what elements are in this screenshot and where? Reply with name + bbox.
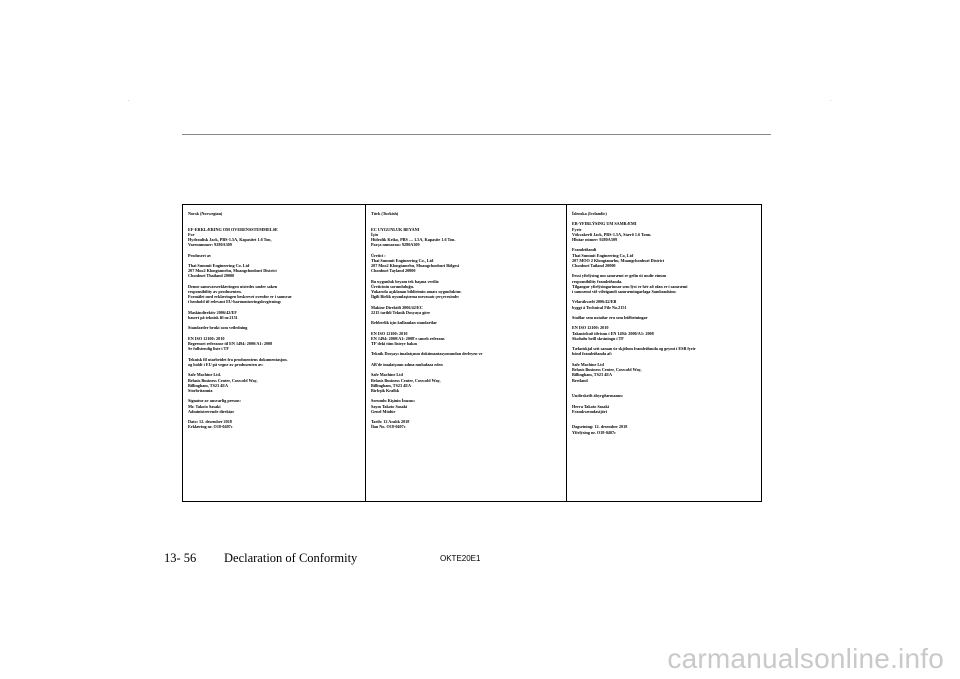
header-rule <box>182 134 771 135</box>
column-body: EF-ERKLÆRING OM OVERENSSTEMMELSE For Hydraulisk Jack, PBS-1.5A, Kapasitet 1.6 Ton, Varenummer: 9280A309 Produsert av Thai Summit Engineering Co. Ltd 207 Moo2 Klongtamrhu, Muangchonburi District Chonburi Thailand 20000 Denne samsvarserklæringen utstedes under saken responsibility av produsenten. Formålet med erklæringen beskrevet ovenfor er i samsvar i henhold til relevant EU-harmoniseringslovgivning: Maskindirektiv 2006/42/EF basert på teknisk fil nr.2151 Standarder brukt som veiledning EN ISO 12100: 2010 Begrenset referanse til EN 1494: 2000/A1: 2008 Se fullstendig liste i TF Teknisk fil utarbeidet fra produsentens dokumentasjon. og holdt i EU på vegne av produsenten av: Safe Machine Ltd. Belasis Business Center, Coxwold Way, Billingham, TS23 4EA Storbritannia Signatur av ansvarlig person: Mr. Takoto Sasaki Administrerende direktør Dato: 12. desember 2018 Erklæring nr. O18-0407c <box>188 226 292 430</box>
column-heading: Türk (Turkish) <box>371 211 399 216</box>
column-body: EB-YFIRLÝSING UM SAMRÆMI Fyrir Vökvakerfi Jack, PBS-1.5A, Stærð 1.6 Tonn. Hlutar númer: 9280A309 Framleiðandi Thai Summit Engineering Co, Ltd 207 MOO 2 Klongtamrhu, Muangchonburi District Chonburi Tailand 20000 Þessi yfirlýsing um samræmi er gefin út undir einum responsibility framleiðanda. Tilgangur yfirlýsingarinnar sem lýst er hér að ofan er í samræmi í samræmi við viðeigandi samræmingarlaga Sambandsins: Vélarákvæði 2006/42/EB byggt á Technical File No.2151 Staðlar sem notaðar eru sem leiðbeiningar EN ISO 12100: 2010 Takmörkuð tilvísun í EN 1494: 2000/A1: 2008 Skoðaðu heill skráningu í TF Tækniskjal sett saman úr skjölum framleiðanda og geymt í ESB fyrir hönd framleiðanda af: Safe Machine Ltd Belasis Business Center, Coxwold Way, Billingham, TS23 4EA Bretland Undirskrift ábyrgðarmanns: Herra Takoto Sasaki Framkvæmdastjóri Dagsetning: 12. desember 2018 Yfirlýsing nr. O18-0407c <box>572 221 696 435</box>
watermark-text: carmanualsonline.info <box>667 643 944 674</box>
column-norwegian <box>183 205 366 501</box>
column-turkish <box>366 205 567 501</box>
scan-speck <box>128 100 129 101</box>
declaration-table <box>182 204 762 502</box>
document-code: OKTE20E1 <box>440 554 481 563</box>
column-icelandic <box>567 205 763 501</box>
page-number: 13- 56 <box>164 551 197 565</box>
column-body: EC UYGUNLUK BEYANI İçin Hidrolik Kriko, PBS — 1.5A, Kapasite 1.6 Ton. Parça numarası: 9280A309 Üretici : Thai Summit Engineering Co., Ltd 207 Moo2 Klongtamrhu, Muangchonburi Bölgesi Chonburi Tayland 20000 Bu uygunluk beyanı tek başına verilir. Üreticinin sorumluluğu. Yukarıda açıklanan bildirimin amacı uygunluktur. İlgili Birlik uyumlaştırma mevzuatı çerçevesinde: Makine Direktifi 2006/42/EC 2215 tarihli Teknik Dosyaya göre Rehberlik için kullanılan standartlar EN ISO 12100: 2010 EN 1494: 2000/A1: 2008'e sınırlı referans TF'deki tüm listeye bakın Teknik Dosyayı imalatçının dokümantasyonundan derleyen ve AB'de imalatçının adına muhafaza eden Safe Machine Ltd Belasis Business Center, Coxwold Way, Billingham, TS23 4EA Birleşik Krallık Sorumlu Kişinin İmzası: Sayın Takoto Sasaki Genel Müdür Tarih: 12 Aralık 2018 İlan No. O18-0407c <box>371 226 483 430</box>
column-heading: Íslenska (Icelandic) <box>572 211 607 216</box>
page-footer <box>164 551 664 565</box>
scan-speck <box>830 100 831 101</box>
column-heading: Norsk (Norwegian) <box>188 211 223 216</box>
page-title: Declaration of Conformity <box>224 551 358 565</box>
